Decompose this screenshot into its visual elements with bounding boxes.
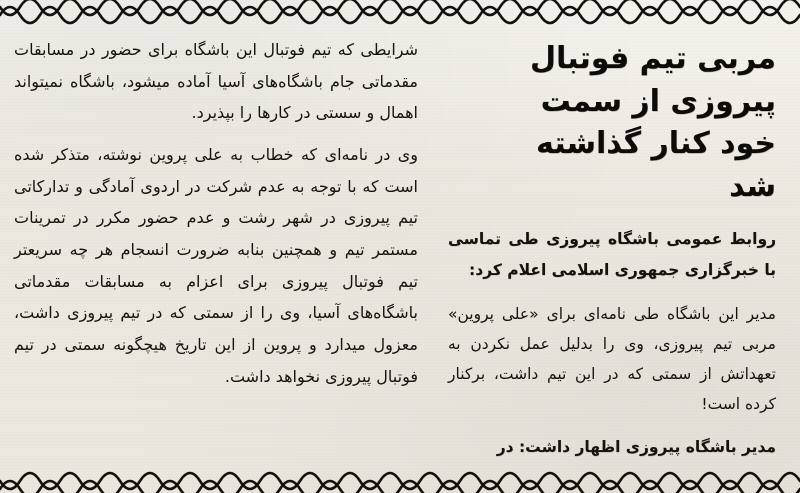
top-wave-rule — [0, 0, 800, 28]
headline-line-3: خود کنار گذاشته — [536, 126, 776, 162]
lead-paragraph: روابط عمومی باشگاه پیروزی طی تماسی با خبرگزاری جمهوری اسلامی اعلام کرد: — [448, 230, 776, 279]
headline-column — [432, 30, 782, 459]
headline-line-2: پیروزی از سمت — [540, 83, 776, 119]
page-title — [448, 38, 776, 208]
bottom-wave-rule — [0, 469, 800, 493]
headline-line-1: مربی تیم فوتبال — [529, 41, 776, 76]
body-column — [14, 30, 432, 459]
right-column-paragraph-1: مدیر این باشگاه طی نامه‌ای برای «علی پروین» مربی تیم پیروزی، وی را بدلیل عمل نکردن به تعهداتش از سمتی که در این تیم داشت، برکنار کرده است! — [448, 304, 776, 414]
article-columns — [0, 30, 800, 459]
body-paragraph-2: وی در نامه‌ای که خطاب به علی پروین نوشته، متذکر شده است که با توجه به عدم شرکت در اردوی آمادگی و تدارکاتی تیم پیروزی در شهر رشت و عدم حضور مکرر در تمرینات مستمر تیم و همچنین بنابه ضرورت انسجام هر چه سریعتر تیم فوتبال پیروزی برای اعزام به مسابقات مقدماتی باشگاه‌های آسیا، وی را از سمتی که در تیم پیروزی داشت، معزول میدارد و پروین از این تاریخ هیچگونه سمتی در تیم فوتبال پیروزی نخواهد داشت. — [14, 145, 418, 386]
body-paragraph-1: شرایطی که تیم فوتبال این باشگاه برای حضور در مسابقات مقدماتی جام باشگاه‌های آسیا آماده میشود، باشگاه نمیتواند اهمال و سستی در کارها را بپذیرد. — [14, 40, 418, 123]
right-column-bold-tail: مدیر باشگاه پیروزی اظهار داشت: در — [496, 437, 776, 456]
headline-line-4: شد — [729, 168, 776, 204]
